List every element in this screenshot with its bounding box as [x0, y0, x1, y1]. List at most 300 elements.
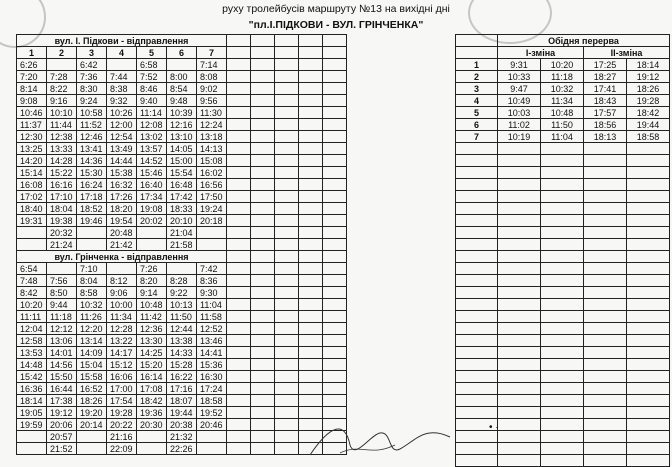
blank-cell [541, 443, 584, 455]
table-row [17, 311, 347, 323]
time-cell: 13:41 [77, 143, 107, 155]
blank-cell [584, 323, 627, 335]
signature [300, 415, 460, 461]
table-row [17, 83, 347, 95]
lunch-row [456, 71, 670, 83]
blank-cell [541, 215, 584, 227]
time-cell: 14:33 [167, 347, 197, 359]
time-cell: 16:48 [167, 179, 197, 191]
blank-cell [541, 155, 584, 167]
time-cell: 15:04 [77, 359, 107, 371]
time-cell: 9:30 [197, 287, 227, 299]
blank-row [456, 287, 670, 299]
blank-cell [584, 395, 627, 407]
time-cell: 8:22 [47, 83, 77, 95]
blank-cell [498, 323, 541, 335]
table-row [17, 359, 347, 371]
time-cell: 10:03 [498, 107, 541, 119]
blank-cell [323, 311, 347, 323]
blank-row [456, 323, 670, 335]
blank-cell [584, 443, 627, 455]
blank-cell [275, 347, 299, 359]
blank-row [456, 155, 670, 167]
blank-cell [498, 419, 541, 431]
time-cell: 15:22 [47, 167, 77, 179]
table-row [17, 119, 347, 131]
blank-cell [627, 287, 670, 299]
time-cell: 15:50 [47, 371, 77, 383]
blank-cell [584, 191, 627, 203]
blank-cell [275, 191, 299, 203]
table-row [17, 167, 347, 179]
table-row [17, 179, 347, 191]
time-cell: 11:44 [47, 119, 77, 131]
lunch-row [456, 83, 670, 95]
blank-cell [275, 371, 299, 383]
blank-cell [275, 59, 299, 71]
blank-cell [584, 263, 627, 275]
time-cell: 18:26 [77, 395, 107, 407]
column-header: 7 [197, 47, 227, 59]
time-cell [137, 443, 167, 455]
time-cell: 14:41 [197, 347, 227, 359]
time-cell: 19:38 [47, 215, 77, 227]
schedule-subtitle: руху тролейбусів маршруту №13 на вихідні дні [222, 3, 450, 15]
blank-cell [498, 359, 541, 371]
time-cell [77, 239, 107, 251]
route-number: 3 [456, 83, 498, 95]
time-cell: 12:16 [167, 119, 197, 131]
blank-cell [299, 167, 323, 179]
blank-cell [541, 383, 584, 395]
blank-cell [323, 299, 347, 311]
blank-cell [323, 215, 347, 227]
time-cell: 19:20 [77, 407, 107, 419]
shift-2-header: ІІ-зміна [584, 47, 670, 59]
blank-cell [627, 215, 670, 227]
blank-cell [227, 239, 251, 251]
table-row [17, 143, 347, 155]
column-header: 1 [17, 47, 47, 59]
blank-cell [627, 347, 670, 359]
time-cell: 20:14 [77, 419, 107, 431]
time-cell: 10:10 [47, 107, 77, 119]
time-cell: 16:30 [197, 371, 227, 383]
time-cell: 10:00 [107, 299, 137, 311]
blank-cell [275, 119, 299, 131]
time-cell: 19:28 [107, 407, 137, 419]
blank-row [456, 299, 670, 311]
time-cell: 18:13 [584, 131, 627, 143]
blank-cell [323, 371, 347, 383]
blank-cell [299, 359, 323, 371]
time-cell: 17:42 [167, 191, 197, 203]
blank-cell [227, 71, 251, 83]
time-cell: 12:58 [17, 335, 47, 347]
time-cell: 18:42 [137, 395, 167, 407]
blank-cell [498, 395, 541, 407]
blank-cell [227, 359, 251, 371]
time-cell: 15:58 [77, 371, 107, 383]
time-cell: 16:06 [107, 371, 137, 383]
blank-cell [299, 311, 323, 323]
time-cell: 14:56 [47, 359, 77, 371]
blank-cell [227, 251, 251, 263]
blank-cell [627, 203, 670, 215]
blank-cell [251, 71, 275, 83]
blank-cell [227, 275, 251, 287]
time-cell: 7:36 [77, 71, 107, 83]
table-row [17, 191, 347, 203]
time-cell: 8:42 [17, 287, 47, 299]
time-cell: 9:32 [107, 95, 137, 107]
table-row [17, 347, 347, 359]
blank-row [456, 167, 670, 179]
blank-cell [323, 131, 347, 143]
blank-cell [251, 371, 275, 383]
blank-cell [251, 287, 275, 299]
blank-cell [456, 155, 498, 167]
time-cell: 17:41 [584, 83, 627, 95]
time-cell: 20:48 [107, 227, 137, 239]
blank-cell [541, 431, 584, 443]
time-cell [77, 431, 107, 443]
table-row [17, 383, 347, 395]
route-number: 4 [456, 95, 498, 107]
blank-cell [323, 263, 347, 275]
time-cell: 13:57 [137, 143, 167, 155]
time-cell: 15:30 [77, 167, 107, 179]
time-cell [167, 263, 197, 275]
time-cell: 16:14 [137, 371, 167, 383]
blank-cell [627, 179, 670, 191]
time-cell: 19:54 [107, 215, 137, 227]
blank-cell [541, 227, 584, 239]
blank-cell [251, 311, 275, 323]
blank-cell [323, 287, 347, 299]
blank-cell [251, 119, 275, 131]
blank-row [456, 347, 670, 359]
blank-cell [299, 263, 323, 275]
time-cell: 17:38 [47, 395, 77, 407]
blank-row [456, 263, 670, 275]
route-number: 7 [456, 131, 498, 143]
blank-cell [584, 239, 627, 251]
blank-cell [627, 443, 670, 455]
blank-cell [627, 407, 670, 419]
time-cell: 6:58 [137, 59, 167, 71]
table-row [17, 227, 347, 239]
time-cell: 11:14 [137, 107, 167, 119]
blank-cell [227, 215, 251, 227]
table-row [17, 239, 347, 251]
blank-cell [584, 167, 627, 179]
blank-cell [299, 215, 323, 227]
time-cell: 10:48 [541, 107, 584, 119]
time-cell: 21:52 [47, 443, 77, 455]
blank-cell [275, 251, 299, 263]
blank-cell [323, 383, 347, 395]
blank-cell [498, 335, 541, 347]
table-row [17, 407, 347, 419]
blank-cell [627, 263, 670, 275]
lunch-row [456, 107, 670, 119]
section-hrinchenka [17, 251, 347, 263]
blank-cell [584, 155, 627, 167]
blank-cell [323, 167, 347, 179]
blank-cell [251, 335, 275, 347]
time-cell: 16:52 [77, 383, 107, 395]
time-cell: 8:36 [197, 275, 227, 287]
blank-cell [541, 335, 584, 347]
blank-cell [299, 251, 323, 263]
blank-cell [323, 83, 347, 95]
blank-cell [323, 95, 347, 107]
column-header: 6 [167, 47, 197, 59]
blank-cell [299, 299, 323, 311]
time-cell: 19:46 [77, 215, 107, 227]
time-cell: 13:02 [137, 131, 167, 143]
blank-row [456, 203, 670, 215]
blank-cell [275, 395, 299, 407]
time-cell: 11:34 [541, 95, 584, 107]
time-cell: 7:44 [107, 71, 137, 83]
blank-cell [299, 191, 323, 203]
blank-cell [299, 131, 323, 143]
time-cell: 9:16 [47, 95, 77, 107]
blank-cell [275, 71, 299, 83]
time-cell: 8:54 [167, 83, 197, 95]
time-cell: 9:14 [137, 287, 167, 299]
ink-dots: • · [489, 422, 499, 433]
time-cell: 19:31 [17, 215, 47, 227]
blank-cell [251, 383, 275, 395]
blank-cell [541, 311, 584, 323]
table-row [17, 419, 347, 431]
time-cell: 10:13 [167, 299, 197, 311]
time-cell: 17:34 [137, 191, 167, 203]
table-row [17, 287, 347, 299]
table-row [17, 107, 347, 119]
blank-cell [227, 143, 251, 155]
time-cell: 15:28 [167, 359, 197, 371]
time-cell: 8:12 [107, 275, 137, 287]
blank-cell [498, 407, 541, 419]
time-cell: 13:14 [77, 335, 107, 347]
time-cell: 19:24 [197, 203, 227, 215]
time-cell: 12:08 [137, 119, 167, 131]
time-cell: 9:31 [498, 59, 541, 71]
blank-row [456, 383, 670, 395]
time-cell: 11:04 [541, 131, 584, 143]
blank-cell [541, 275, 584, 287]
blank-cell [627, 251, 670, 263]
blank-row [456, 359, 670, 371]
blank-cell [323, 347, 347, 359]
table-row [17, 395, 347, 407]
time-cell: 11:30 [197, 107, 227, 119]
blank-cell [541, 251, 584, 263]
blank-cell [584, 287, 627, 299]
blank-cell [251, 35, 275, 47]
blank-cell [498, 287, 541, 299]
blank-cell [299, 323, 323, 335]
time-cell: 16:22 [167, 371, 197, 383]
time-cell: 10:20 [17, 299, 47, 311]
blank-cell [299, 59, 323, 71]
blank-cell [299, 35, 323, 47]
time-cell: 10:48 [137, 299, 167, 311]
blank-cell [275, 203, 299, 215]
time-cell: 9:22 [167, 287, 197, 299]
blank-cell [299, 179, 323, 191]
time-cell: 13:53 [17, 347, 47, 359]
blank-cell [541, 395, 584, 407]
lunch-row [456, 131, 670, 143]
time-cell: 16:36 [17, 383, 47, 395]
time-cell: 7:56 [47, 275, 77, 287]
blank-cell [584, 335, 627, 347]
time-cell: 11:34 [107, 311, 137, 323]
time-cell [47, 59, 77, 71]
blank-cell [299, 371, 323, 383]
time-cell [17, 431, 47, 443]
blank-cell [456, 275, 498, 287]
time-cell: 12:44 [167, 323, 197, 335]
blank-cell [251, 419, 275, 431]
blank-row [456, 275, 670, 287]
blank-cell [541, 179, 584, 191]
blank-cell [227, 59, 251, 71]
blank-cell [275, 407, 299, 419]
blank-cell [627, 275, 670, 287]
time-cell: 16:16 [47, 179, 77, 191]
blank-cell [584, 311, 627, 323]
time-cell: 11:37 [17, 119, 47, 131]
time-cell: 7:42 [197, 263, 227, 275]
time-cell: 11:11 [17, 311, 47, 323]
time-cell: 12:00 [107, 119, 137, 131]
time-cell: 10:32 [541, 83, 584, 95]
table-row [17, 59, 347, 71]
blank-cell [498, 215, 541, 227]
blank-cell [498, 203, 541, 215]
time-cell: 15:12 [107, 359, 137, 371]
section-podkovy [17, 35, 347, 47]
blank-cell [498, 191, 541, 203]
table-row [17, 443, 347, 455]
time-cell: 19:05 [17, 407, 47, 419]
time-cell: 8:30 [77, 83, 107, 95]
time-cell: 8:46 [137, 83, 167, 95]
blank-cell [456, 359, 498, 371]
blank-cell [299, 239, 323, 251]
time-cell: 18:33 [167, 203, 197, 215]
blank-cell [498, 299, 541, 311]
blank-cell [584, 431, 627, 443]
time-cell: 9:02 [197, 83, 227, 95]
blank-cell [456, 191, 498, 203]
blank-cell [299, 155, 323, 167]
blank-row [456, 407, 670, 419]
blank-cell [627, 395, 670, 407]
departure-timetable [16, 34, 347, 455]
blank-cell [275, 143, 299, 155]
blank-cell [584, 215, 627, 227]
time-cell: 17:57 [584, 107, 627, 119]
time-cell: 10:49 [498, 95, 541, 107]
table-row [17, 323, 347, 335]
blank-cell [227, 395, 251, 407]
blank-cell [456, 323, 498, 335]
time-cell: 8:50 [47, 287, 77, 299]
blank-cell [498, 179, 541, 191]
blank-row [456, 179, 670, 191]
time-cell [137, 227, 167, 239]
time-cell [197, 227, 227, 239]
blank-cell [299, 71, 323, 83]
blank-cell [275, 419, 299, 431]
time-cell: 11:42 [137, 311, 167, 323]
time-cell [137, 431, 167, 443]
blank-cell [251, 95, 275, 107]
time-cell: 12:20 [77, 323, 107, 335]
time-cell: 21:42 [107, 239, 137, 251]
blank-cell [456, 239, 498, 251]
blank-cell [323, 251, 347, 263]
blank-cell [227, 371, 251, 383]
time-cell: 14:20 [17, 155, 47, 167]
time-cell: 18:07 [167, 395, 197, 407]
blank-row [456, 431, 670, 443]
time-cell: 20:32 [47, 227, 77, 239]
time-cell: 19:08 [137, 203, 167, 215]
blank-cell [227, 311, 251, 323]
blank-cell [627, 323, 670, 335]
blank-cell [227, 431, 251, 443]
time-cell: 17:00 [107, 383, 137, 395]
time-cell: 12:36 [137, 323, 167, 335]
blank-cell [251, 443, 275, 455]
blank-cell [627, 431, 670, 443]
time-cell: 19:12 [47, 407, 77, 419]
blank-cell [275, 383, 299, 395]
blank-cell [541, 347, 584, 359]
time-cell: 8:04 [77, 275, 107, 287]
blank-cell [323, 335, 347, 347]
time-cell: 12:30 [17, 131, 47, 143]
time-cell: 10:33 [498, 71, 541, 83]
blank-cell [541, 167, 584, 179]
time-cell: 17:24 [197, 383, 227, 395]
blank-cell [251, 263, 275, 275]
time-cell: 8:20 [137, 275, 167, 287]
blank-cell [627, 299, 670, 311]
blank-cell [275, 431, 299, 443]
time-cell: 22:26 [167, 443, 197, 455]
blank-row [456, 143, 670, 155]
time-cell: 9:44 [47, 299, 77, 311]
time-cell: 14:13 [197, 143, 227, 155]
time-cell: 12:38 [47, 131, 77, 143]
time-cell: 20:22 [107, 419, 137, 431]
blank-cell [456, 227, 498, 239]
blank-cell [456, 443, 498, 455]
blank-cell [584, 383, 627, 395]
time-cell: 15:46 [137, 167, 167, 179]
blank-cell [456, 371, 498, 383]
time-cell: 17:50 [197, 191, 227, 203]
